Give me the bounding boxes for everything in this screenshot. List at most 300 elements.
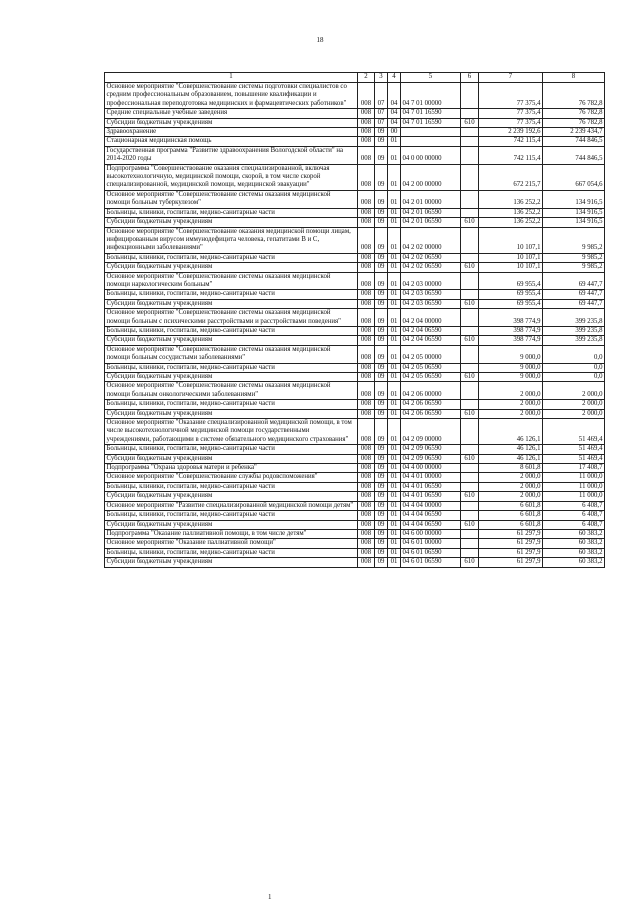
cell-c2: 008: [358, 190, 375, 208]
cell-name: Основное мероприятие "Оказание специализированной медицинской помощи, в том числе высокотехнологичной медицинской помощи государственными учреждениями, работающими в системе обязательного медицинского страхования": [105, 419, 358, 445]
cell-c5: 04 2 02 06590: [401, 253, 461, 262]
cell-c6: [461, 227, 479, 253]
cell-name: Субсидии бюджетным учреждениям: [105, 454, 358, 463]
table-row: [105, 382, 605, 400]
cell-c2: 008: [358, 309, 375, 327]
cell-name: Больницы, клиники, госпитали, медико-санитарные части: [105, 290, 358, 299]
cell-c3: 09: [375, 400, 388, 409]
cell-c2: 008: [358, 409, 375, 418]
table-row: [105, 326, 605, 335]
cell-c4: 01: [388, 400, 401, 409]
table-row: [105, 128, 605, 137]
cell-c6: [461, 382, 479, 400]
cell-c6: 610: [461, 263, 479, 272]
cell-c2: 008: [358, 511, 375, 520]
cell-c4: 04: [388, 109, 401, 118]
cell-c6: [461, 164, 479, 190]
cell-c2: 008: [358, 419, 375, 445]
cell-name: Основное мероприятие "Оказание паллиативной помощи": [105, 539, 358, 548]
cell-c4: 01: [388, 336, 401, 345]
cell-c8: 134 916,5: [543, 218, 605, 227]
cell-c7: 61 297,9: [479, 548, 543, 557]
cell-c4: 01: [388, 309, 401, 327]
cell-c5: 04 2 05 06590: [401, 373, 461, 382]
table-row: [105, 409, 605, 418]
cell-c6: 610: [461, 218, 479, 227]
cell-c7: 46 126,1: [479, 445, 543, 454]
cell-c2: 008: [358, 263, 375, 272]
cell-c4: 01: [388, 419, 401, 445]
cell-c7: 742 115,4: [479, 146, 543, 164]
cell-c8: 134 916,5: [543, 208, 605, 217]
cell-c5: 04 6 00 00000: [401, 529, 461, 538]
cell-c7: 46 126,1: [479, 454, 543, 463]
cell-c7: 9 000,0: [479, 373, 543, 382]
cell-c6: 610: [461, 520, 479, 529]
cell-c5: 04 2 03 06590: [401, 290, 461, 299]
cell-c2: 008: [358, 290, 375, 299]
cell-c5: 04 2 00 00000: [401, 164, 461, 190]
cell-c4: 00: [388, 128, 401, 137]
cell-c6: [461, 548, 479, 557]
cell-c7: 8 601,8: [479, 464, 543, 473]
cell-c8: 0,0: [543, 345, 605, 363]
cell-name: Основное мероприятие "Развитие специализированной медицинской помощи детям": [105, 501, 358, 510]
cell-c5: 04 6 01 00000: [401, 539, 461, 548]
cell-c3: 07: [375, 109, 388, 118]
cell-name: Основное мероприятие "Совершенствование системы оказания медицинской помощи больным сосудистыми заболеваниями": [105, 345, 358, 363]
cell-c5: 04 2 02 00000: [401, 227, 461, 253]
cell-c3: 09: [375, 464, 388, 473]
cell-c3: 09: [375, 227, 388, 253]
cell-name: Основное мероприятие "Совершенствование службы родовспоможения": [105, 473, 358, 482]
cell-c7: 77 375,4: [479, 118, 543, 127]
cell-c6: [461, 363, 479, 372]
cell-c3: 09: [375, 419, 388, 445]
cell-c3: 09: [375, 409, 388, 418]
cell-c3: 09: [375, 492, 388, 501]
cell-c6: [461, 400, 479, 409]
table-row: [105, 83, 605, 109]
cell-c2: 008: [358, 454, 375, 463]
cell-c8: 0,0: [543, 363, 605, 372]
cell-c3: 09: [375, 373, 388, 382]
cell-c7: 2 000,0: [479, 382, 543, 400]
cell-c8: 399 235,8: [543, 326, 605, 335]
cell-name: Субсидии бюджетным учреждениям: [105, 373, 358, 382]
cell-c7: 61 297,9: [479, 539, 543, 548]
cell-c2: 008: [358, 548, 375, 557]
cell-c5: 04 2 06 06590: [401, 409, 461, 418]
cell-c6: [461, 309, 479, 327]
cell-c8: 2 239 434,7: [543, 128, 605, 137]
cell-c3: 09: [375, 263, 388, 272]
cell-c8: 667 054,6: [543, 164, 605, 190]
cell-c7: 6 601,8: [479, 501, 543, 510]
cell-c4: 01: [388, 208, 401, 217]
cell-name: Больницы, клиники, госпитали, медико-санитарные части: [105, 445, 358, 454]
cell-c3: 09: [375, 299, 388, 308]
cell-c7: 2 000,0: [479, 482, 543, 491]
cell-c5: 04 2 06 00000: [401, 382, 461, 400]
table-row: [105, 473, 605, 482]
cell-c6: [461, 83, 479, 109]
cell-c6: 610: [461, 118, 479, 127]
table-row: [105, 511, 605, 520]
cell-c3: 09: [375, 208, 388, 217]
cell-name: Стационарная медицинская помощь: [105, 137, 358, 146]
table-row: [105, 227, 605, 253]
cell-c7: 69 955,4: [479, 290, 543, 299]
cell-c5: 04 2 05 00000: [401, 345, 461, 363]
cell-c4: 01: [388, 227, 401, 253]
table-row: [105, 363, 605, 372]
cell-c2: 008: [358, 227, 375, 253]
cell-c4: 01: [388, 146, 401, 164]
cell-c8: 51 469,4: [543, 419, 605, 445]
cell-c8: 60 383,2: [543, 558, 605, 567]
cell-c7: 136 252,2: [479, 208, 543, 217]
table-row: [105, 548, 605, 557]
cell-c4: 01: [388, 137, 401, 146]
cell-c5: 04 2 01 06590: [401, 208, 461, 217]
cell-c2: 008: [358, 445, 375, 454]
table-row: [105, 482, 605, 491]
cell-c3: 09: [375, 548, 388, 557]
cell-c2: 008: [358, 299, 375, 308]
cell-c4: 01: [388, 473, 401, 482]
cell-c5: 04 6 01 06590: [401, 558, 461, 567]
cell-name: Субсидии бюджетным учреждениям: [105, 336, 358, 345]
cell-c2: 008: [358, 109, 375, 118]
header-cell: 1: [105, 73, 358, 83]
cell-c8: 9 985,2: [543, 227, 605, 253]
cell-c7: 136 252,2: [479, 190, 543, 208]
cell-c4: 01: [388, 511, 401, 520]
cell-c5: 04 2 06 06590: [401, 400, 461, 409]
cell-c4: 01: [388, 253, 401, 262]
cell-c5: 04 2 09 00000: [401, 419, 461, 445]
cell-c5: 04 2 04 06590: [401, 336, 461, 345]
cell-c2: 008: [358, 336, 375, 345]
cell-c4: 01: [388, 409, 401, 418]
cell-c5: [401, 128, 461, 137]
cell-c8: 6 408,7: [543, 520, 605, 529]
table-row: [105, 539, 605, 548]
cell-c3: 09: [375, 445, 388, 454]
cell-c3: 09: [375, 345, 388, 363]
cell-name: Субсидии бюджетным учреждениям: [105, 218, 358, 227]
cell-c3: 09: [375, 511, 388, 520]
cell-name: Основное мероприятие "Совершенствование системы оказания медицинской помощи больным онкологическими заболеваниями": [105, 382, 358, 400]
cell-c7: 10 107,1: [479, 263, 543, 272]
cell-c8: 11 000,0: [543, 482, 605, 491]
cell-name: Субсидии бюджетным учреждениям: [105, 299, 358, 308]
cell-name: Подпрограмма "Оказание паллиативной помощи, в том числе детям": [105, 529, 358, 538]
cell-c8: 51 469,4: [543, 454, 605, 463]
cell-c3: 09: [375, 529, 388, 538]
cell-c8: 76 782,8: [543, 118, 605, 127]
cell-c5: 04 4 04 06590: [401, 511, 461, 520]
cell-c4: 01: [388, 492, 401, 501]
cell-c7: 69 955,4: [479, 299, 543, 308]
cell-c7: 10 107,1: [479, 227, 543, 253]
cell-c7: 672 215,7: [479, 164, 543, 190]
cell-c4: 01: [388, 464, 401, 473]
table-row: [105, 373, 605, 382]
cell-c4: 01: [388, 445, 401, 454]
header-cell: 6: [461, 73, 479, 83]
cell-name: Больницы, клиники, госпитали, медико-санитарные части: [105, 511, 358, 520]
cell-c6: 610: [461, 454, 479, 463]
cell-c2: 008: [358, 83, 375, 109]
cell-c5: 04 7 01 16590: [401, 118, 461, 127]
cell-c2: 008: [358, 128, 375, 137]
cell-name: Больницы, клиники, госпитали, медико-санитарные части: [105, 482, 358, 491]
cell-c4: 01: [388, 373, 401, 382]
cell-c8: 2 000,0: [543, 409, 605, 418]
cell-c2: 008: [358, 482, 375, 491]
cell-c6: [461, 345, 479, 363]
cell-c6: [461, 253, 479, 262]
cell-c6: [461, 137, 479, 146]
cell-c3: 09: [375, 539, 388, 548]
cell-c8: 60 383,2: [543, 539, 605, 548]
cell-c6: [461, 128, 479, 137]
table-row: [105, 272, 605, 290]
header-cell: 2: [358, 73, 375, 83]
cell-c5: 04 2 09 06590: [401, 445, 461, 454]
cell-c2: 008: [358, 492, 375, 501]
cell-c5: 04 4 01 06590: [401, 482, 461, 491]
table-row: [105, 299, 605, 308]
table-row: [105, 454, 605, 463]
cell-c5: 04 7 01 00000: [401, 83, 461, 109]
header-cell: 3: [375, 73, 388, 83]
cell-c8: 399 235,8: [543, 336, 605, 345]
cell-c6: [461, 326, 479, 335]
cell-c7: 6 601,8: [479, 520, 543, 529]
cell-c5: 04 4 01 06590: [401, 492, 461, 501]
cell-c3: 09: [375, 146, 388, 164]
cell-name: Средние специальные учебные заведения: [105, 109, 358, 118]
cell-name: Основное мероприятие "Совершенствование системы оказания медицинской помощи наркологическим больным": [105, 272, 358, 290]
cell-c8: 744 846,5: [543, 137, 605, 146]
cell-c6: [461, 146, 479, 164]
cell-c4: 01: [388, 345, 401, 363]
cell-c4: 01: [388, 363, 401, 372]
cell-c4: 01: [388, 501, 401, 510]
cell-c7: 61 297,9: [479, 558, 543, 567]
table-row: [105, 164, 605, 190]
cell-c5: 04 2 03 00000: [401, 272, 461, 290]
table-row: [105, 218, 605, 227]
cell-c5: 04 2 01 00000: [401, 190, 461, 208]
cell-name: Субсидии бюджетным учреждениям: [105, 118, 358, 127]
cell-c7: 136 252,2: [479, 218, 543, 227]
cell-c2: 008: [358, 501, 375, 510]
cell-c7: 10 107,1: [479, 253, 543, 262]
cell-c2: 008: [358, 326, 375, 335]
cell-c2: 008: [358, 363, 375, 372]
cell-c6: 610: [461, 336, 479, 345]
cell-c4: 01: [388, 218, 401, 227]
table-row: [105, 290, 605, 299]
table-row: [105, 501, 605, 510]
cell-c7: 2 000,0: [479, 473, 543, 482]
cell-c7: 398 774,9: [479, 309, 543, 327]
cell-c8: 60 383,2: [543, 548, 605, 557]
cell-c5: 04 2 05 06590: [401, 363, 461, 372]
table-row: [105, 137, 605, 146]
footer-mark: 1: [268, 893, 272, 901]
cell-c3: 09: [375, 558, 388, 567]
cell-c7: 742 115,4: [479, 137, 543, 146]
cell-c2: 008: [358, 520, 375, 529]
cell-c4: 01: [388, 326, 401, 335]
cell-c3: 09: [375, 190, 388, 208]
cell-c6: 610: [461, 409, 479, 418]
cell-c2: 008: [358, 529, 375, 538]
cell-c7: 9 000,0: [479, 363, 543, 372]
cell-c8: 69 447,7: [543, 272, 605, 290]
cell-name: Субсидии бюджетным учреждениям: [105, 263, 358, 272]
cell-c4: 04: [388, 118, 401, 127]
cell-c3: 07: [375, 83, 388, 109]
cell-name: Субсидии бюджетным учреждениям: [105, 520, 358, 529]
cell-c3: 09: [375, 473, 388, 482]
cell-c4: 01: [388, 539, 401, 548]
cell-c4: 01: [388, 263, 401, 272]
cell-name: Больницы, клиники, госпитали, медико-санитарные части: [105, 326, 358, 335]
cell-name: Основное мероприятие "Совершенствование системы подготовки специалистов со средним профессиональным образованием, повышение квалификации и профессиональная переподготовка медицинских и фармацевтических работников": [105, 83, 358, 109]
cell-c4: 01: [388, 558, 401, 567]
cell-c4: 01: [388, 382, 401, 400]
cell-c2: 008: [358, 373, 375, 382]
cell-c8: 11 000,0: [543, 492, 605, 501]
cell-c8: 11 000,0: [543, 473, 605, 482]
cell-c5: 04 2 03 06590: [401, 299, 461, 308]
cell-c2: 008: [358, 400, 375, 409]
cell-c7: 2 000,0: [479, 409, 543, 418]
cell-c4: 04: [388, 83, 401, 109]
budget-table: [104, 72, 605, 568]
table-body: [105, 83, 605, 568]
cell-c6: [461, 511, 479, 520]
cell-c3: 09: [375, 128, 388, 137]
cell-c8: 9 985,2: [543, 253, 605, 262]
table-row: [105, 445, 605, 454]
cell-c7: 2 000,0: [479, 400, 543, 409]
cell-c8: 76 782,8: [543, 83, 605, 109]
cell-c4: 01: [388, 529, 401, 538]
cell-c2: 008: [358, 345, 375, 363]
cell-c3: 09: [375, 309, 388, 327]
cell-c7: 46 126,1: [479, 419, 543, 445]
cell-c6: [461, 109, 479, 118]
cell-c8: 60 383,2: [543, 529, 605, 538]
cell-c2: 008: [358, 253, 375, 262]
cell-name: Основное мероприятие "Совершенствование системы оказания медицинской помощи больным с психическими расстройствами и расстройствами поведения": [105, 309, 358, 327]
cell-c2: 008: [358, 146, 375, 164]
cell-c5: [401, 137, 461, 146]
table-row: [105, 419, 605, 445]
cell-name: Основное мероприятие "Совершенствование оказания медицинской помощи лицам, инфицированным вирусом иммунодефицита человека, гепатитами В и С, инфекционными заболеваниями": [105, 227, 358, 253]
cell-c8: 6 408,7: [543, 511, 605, 520]
cell-c3: 09: [375, 326, 388, 335]
cell-c2: 008: [358, 218, 375, 227]
cell-name: Больницы, клиники, госпитали, медико-санитарные части: [105, 363, 358, 372]
cell-c6: [461, 290, 479, 299]
table-row: [105, 190, 605, 208]
cell-c5: 04 2 01 06590: [401, 218, 461, 227]
cell-c3: 09: [375, 272, 388, 290]
cell-c7: 398 774,9: [479, 326, 543, 335]
cell-name: Здравоохранение: [105, 128, 358, 137]
cell-c6: [461, 272, 479, 290]
cell-c3: 09: [375, 137, 388, 146]
cell-c5: 04 4 04 06590: [401, 520, 461, 529]
cell-c6: [461, 501, 479, 510]
cell-name: Подпрограмма "Совершенствование оказания специализированной, включая высокотехнологичную, медицинской помощи, скорой, в том числе скорой специализированной, медицинской помощи, медицинской эвакуации": [105, 164, 358, 190]
cell-c7: 2 239 192,6: [479, 128, 543, 137]
cell-c4: 01: [388, 299, 401, 308]
cell-c2: 008: [358, 473, 375, 482]
cell-c7: 61 297,9: [479, 529, 543, 538]
cell-c6: [461, 464, 479, 473]
cell-c8: 6 408,7: [543, 501, 605, 510]
cell-c4: 01: [388, 290, 401, 299]
cell-name: Больницы, клиники, госпитали, медико-санитарные части: [105, 253, 358, 262]
cell-c7: 77 375,4: [479, 109, 543, 118]
cell-c3: 09: [375, 482, 388, 491]
cell-c2: 008: [358, 272, 375, 290]
cell-c6: [461, 190, 479, 208]
cell-c5: 04 0 00 00000: [401, 146, 461, 164]
table-row: [105, 492, 605, 501]
table-row: [105, 345, 605, 363]
cell-c4: 01: [388, 454, 401, 463]
cell-c5: 04 4 04 00000: [401, 501, 461, 510]
table-row: [105, 263, 605, 272]
cell-name: Основное мероприятие "Совершенствование системы оказания медицинской помощи больным туберкулезом": [105, 190, 358, 208]
cell-c3: 09: [375, 363, 388, 372]
cell-c6: [461, 539, 479, 548]
header-row: [105, 73, 605, 83]
cell-c8: 2 000,0: [543, 382, 605, 400]
cell-c2: 008: [358, 558, 375, 567]
cell-c6: 610: [461, 492, 479, 501]
cell-c4: 01: [388, 272, 401, 290]
cell-name: Подпрограмма "Охрана здоровья матери и ребенка": [105, 464, 358, 473]
cell-c5: 04 2 04 00000: [401, 309, 461, 327]
cell-c4: 01: [388, 164, 401, 190]
cell-c8: 9 985,2: [543, 263, 605, 272]
cell-c6: [461, 419, 479, 445]
cell-c3: 09: [375, 164, 388, 190]
cell-name: Субсидии бюджетным учреждениям: [105, 409, 358, 418]
cell-c3: 09: [375, 253, 388, 262]
cell-c3: 09: [375, 501, 388, 510]
cell-name: Больницы, клиники, госпитали, медико-санитарные части: [105, 400, 358, 409]
cell-c5: 04 2 04 06590: [401, 326, 461, 335]
cell-c3: 09: [375, 520, 388, 529]
cell-c5: 04 7 01 16590: [401, 109, 461, 118]
cell-name: Государственная программа "Развитие здравоохранения Вологодской области" на 2014-2020 годы: [105, 146, 358, 164]
cell-c5: 04 2 02 06590: [401, 263, 461, 272]
cell-c7: 398 774,9: [479, 336, 543, 345]
table-row: [105, 336, 605, 345]
